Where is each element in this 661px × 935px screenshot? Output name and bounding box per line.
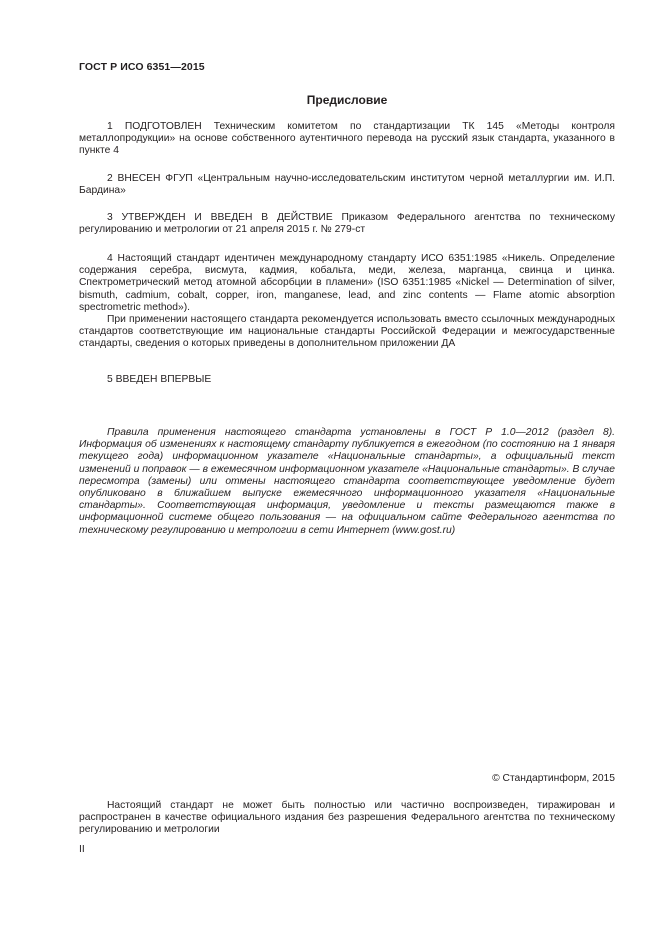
preface-item-5	[79, 374, 615, 386]
application-rules-note	[79, 427, 615, 537]
reproduction-notice	[79, 800, 615, 837]
preface-item-3-text: 3 УТВЕРЖДЕН И ВВЕДЕН В ДЕЙСТВИЕ Приказом Федерального агентства по техническому регулированию и метрологии от 21 апреля 2015 г. № 279-ст	[79, 212, 615, 236]
preface-item-2	[79, 173, 615, 197]
application-rules-text: Правила применения настоящего стандарта установлены в ГОСТ Р 1.0—2012 (раздел 8). Информация об изменениях к настоящему стандарту публикуется в ежегодном (по состоянию на 1 января текущего года) информационном указателе «Национальные стандарты», а официальный текст изменений и поправок — в ежемесячном информационном указателе «Национальные стандарты». В случае пересмотра (замены) или отмены настоящего стандарта соответствующее уведомление будет опубликовано в ближайшем выпуске ежемесячного информационного указателя «Национальные стандарты». Соответствующая информация, уведомление и тексты размещаются также в информационной системе общего пользования — на официальном сайте Федерального агентства по техническому регулированию и метрологии в сети Интернет (www.gost.ru)	[79, 427, 615, 536]
section-title: Предисловие	[306, 93, 388, 107]
preface-item-4-text: 4 Настоящий стандарт идентичен международному стандарту ИСО 6351:1985 «Никель. Определение содержания серебра, висмута, кадмия, кобальта, меди, железа, марганца, свинца и цинка. Спектрометрический метод атомной абсорбции в пламени» (ISO 6351:1985 «Nickel — Determination of silver, bismuth, cadmium, cobalt, copper, iron, manganese, lead, and zinc contents — Flame atomic absorption spectrometric method»).	[79, 253, 615, 313]
reproduction-notice-text: Настоящий стандарт не может быть полностью или частично воспроизведен, тиражирован и распространен в качестве официального издания без разрешения Федерального агентства по техническому регулированию и метрологии	[79, 800, 615, 836]
preface-item-3	[79, 212, 615, 236]
preface-item-5-text: 5 ВВЕДЕН ВПЕРВЫЕ	[107, 374, 212, 385]
preface-item-1-text: 1 ПОДГОТОВЛЕН Техническим комитетом по стандартизации ТК 145 «Методы контроля металлопродукции» на основе собственного аутентичного перевода на русский язык стандарта, указанного в пункте 4	[79, 121, 615, 157]
document-code: ГОСТ Р ИСО 6351—2015	[79, 61, 205, 73]
preface-item-2-text: 2 ВНЕСЕН ФГУП «Центральным научно-исследовательским институтом черной металлургии им. И.П. Бардина»	[79, 173, 615, 197]
preface-item-1	[79, 121, 615, 158]
preface-item-4-note: При применении настоящего стандарта рекомендуется использовать вместо ссылочных международных стандартов соответствующие им национальные стандарты Российской Федерации и межгосударственные стандарты, сведения о которых приведены в дополнительном приложении ДА	[79, 314, 615, 350]
page-number: II	[79, 844, 85, 855]
preface-item-4	[79, 253, 615, 351]
copyright-line: © Стандартинформ, 2015	[492, 773, 615, 784]
